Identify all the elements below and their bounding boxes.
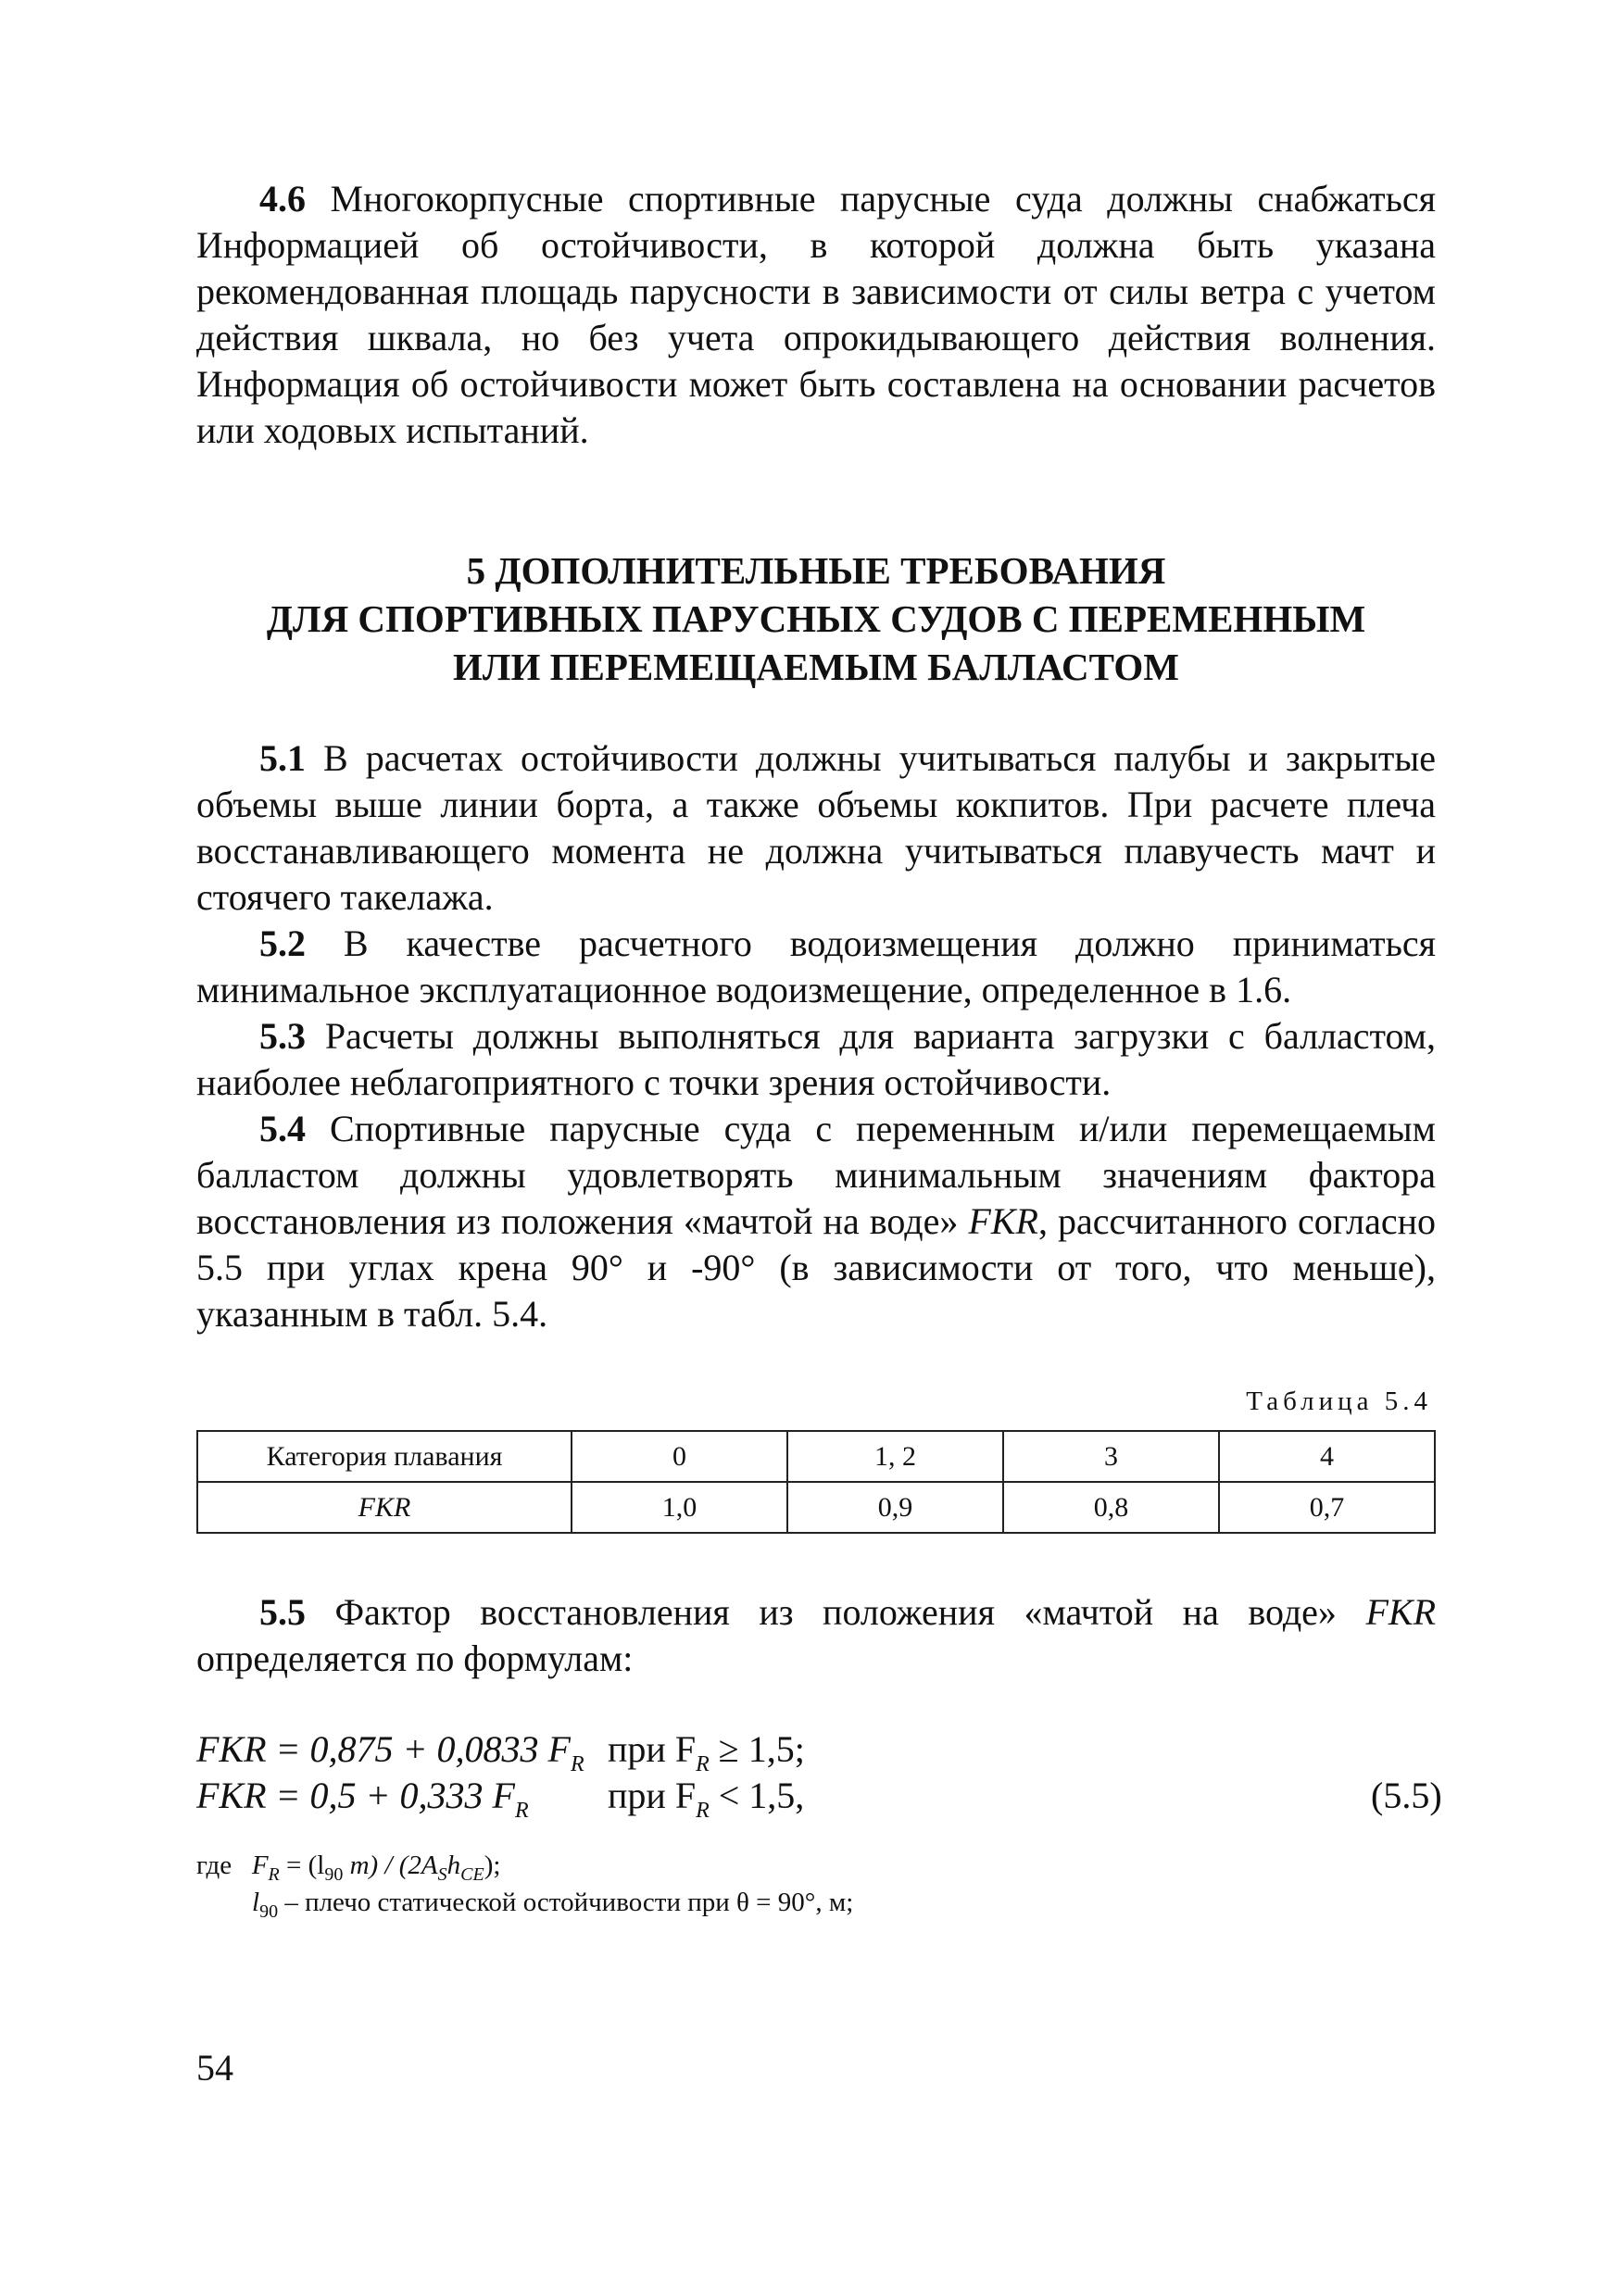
table-cell: 0,9 <box>787 1482 1003 1533</box>
clause-text-tail: , рассчитанного согласно 5.5 при углах крена 90° и -90° (в зависимости от того, что меньше), указанным в табл. 5.4. <box>196 1200 1436 1335</box>
paragraph-5-2 <box>196 921 1436 1013</box>
equation-number: (5.5) <box>1371 1775 1442 1816</box>
formula-definitions <box>196 1847 1436 1921</box>
formula-condition <box>608 1726 805 1776</box>
table-cell: 4 <box>1219 1431 1435 1482</box>
expr-part: h <box>446 1851 461 1880</box>
formula-expression: FKR = 0,875 + 0,0833 F <box>196 1728 571 1770</box>
clause-number: 5.1 <box>259 737 306 779</box>
paragraph-4-6 <box>196 176 1436 454</box>
clause-number: 5.4 <box>259 1108 306 1149</box>
subscript: R <box>514 1799 529 1823</box>
expr-part: m) / (2A <box>343 1851 438 1880</box>
clause-text: В расчетах остойчивости должны учитываться палубы и закрытые объемы выше линии борта, а также объемы кокпитов. При расчете плеча восстанавливающего момента не должна учитываться плавучесть мачт и стоячего такелажа. <box>196 737 1436 918</box>
table-caption: Таблица 5.4 <box>1246 1386 1432 1416</box>
table-cell: 0,7 <box>1219 1482 1435 1533</box>
clause-text: В качестве расчетного водоизмещения должно приниматься минимальное эксплуатационное водоизмещение, определенное в 1.6. <box>196 922 1436 1010</box>
formula-expression: FKR = 0,5 + 0,333 F <box>196 1775 515 1816</box>
condition-tail: < 1,5, <box>709 1775 805 1816</box>
table-5-4 <box>196 1430 1436 1534</box>
paragraph-5-3 <box>196 1013 1436 1106</box>
table-header-row <box>197 1431 1435 1482</box>
subscript: S <box>437 1864 447 1885</box>
table-cell: 0 <box>572 1431 787 1482</box>
page-number: 54 <box>196 2047 233 2089</box>
condition-text: при F <box>608 1775 697 1816</box>
table-cell: 1, 2 <box>787 1431 1003 1482</box>
subscript: CE <box>460 1864 484 1885</box>
table-cell: 1,0 <box>572 1482 787 1533</box>
paragraph-5-1 <box>196 735 1436 921</box>
heading-line-3: ИЛИ ПЕРЕМЕЩАЕМЫМ БАЛЛАСТОМ <box>453 646 1179 688</box>
condition-tail: ≥ 1,5; <box>709 1728 805 1770</box>
symbol: l <box>252 1888 260 1917</box>
heading-line-2: ДЛЯ СПОРТИВНЫХ ПАРУСНЫХ СУДОВ С ПЕРЕМЕННЫМ <box>266 597 1366 640</box>
formula-lhs <box>196 1726 584 1776</box>
paragraph-5-4 <box>196 1106 1436 1337</box>
definition-line-1 <box>196 1847 500 1884</box>
paragraph-5-5 <box>196 1589 1436 1682</box>
formula-condition <box>608 1773 805 1823</box>
clause-text: Фактор восстановления из положения «мачтой на воде» <box>306 1591 1366 1633</box>
subscript: R <box>570 1752 584 1776</box>
page-content <box>196 176 1442 1922</box>
clause-number: 5.2 <box>259 922 306 964</box>
subscript: R <box>696 1799 710 1823</box>
formula-lhs <box>196 1773 529 1823</box>
definition-line-2 <box>252 1884 853 1921</box>
table-cell: FKR <box>197 1482 572 1533</box>
table-cell: Категория плавания <box>197 1431 572 1482</box>
clause-number: 5.3 <box>259 1015 306 1057</box>
clause-text: Спортивные парусные суда с переменным и/или перемещаемым балластом должны удовлетворять минимальным значениям фактора восстановления из положения «мачтой на воде» <box>196 1108 1436 1242</box>
condition-text: при F <box>608 1728 697 1770</box>
clause-number: 5.5 <box>259 1591 306 1633</box>
expr-part: = (l <box>279 1851 325 1880</box>
clause-text-tail: определяется по формулам: <box>196 1637 634 1679</box>
symbol: F <box>251 1851 269 1880</box>
subscript: 90 <box>259 1901 279 1922</box>
definition-text: – плечо статической остойчивости при θ = 90°, м; <box>278 1888 854 1917</box>
clause-number: 4.6 <box>259 178 306 220</box>
heading-line-1: 5 ДОПОЛНИТЕЛЬНЫЕ ТРЕБОВАНИЯ <box>466 549 1166 592</box>
subscript: R <box>268 1864 280 1885</box>
expr-part: ); <box>484 1851 501 1880</box>
fkr-symbol: FKR <box>968 1200 1038 1242</box>
formula-5-5 <box>196 1726 1442 1823</box>
table-cell: 0,8 <box>1003 1482 1219 1533</box>
subscript: 90 <box>324 1864 344 1885</box>
fkr-symbol: FKR <box>1365 1591 1436 1633</box>
where-label: где <box>196 1851 232 1880</box>
section-heading <box>196 546 1436 691</box>
clause-text: Расчеты должны выполняться для варианта загрузки с балластом, наиболее неблагоприятного с точки зрения остойчивости. <box>196 1015 1436 1103</box>
table-cell: 3 <box>1003 1431 1219 1482</box>
subscript: R <box>696 1752 710 1776</box>
clause-text: Многокорпусные спортивные парусные суда должны снабжаться Информацией об остойчивости, в которой должна быть указана рекомендованная площадь парусности в зависимости от силы ветра с учетом действия шквала, но без учета опрокидывающего действия волнения. Информация об остойчивости может быть составлена на основании расчетов или ходовых испытаний. <box>196 178 1436 451</box>
table-row <box>197 1482 1435 1533</box>
